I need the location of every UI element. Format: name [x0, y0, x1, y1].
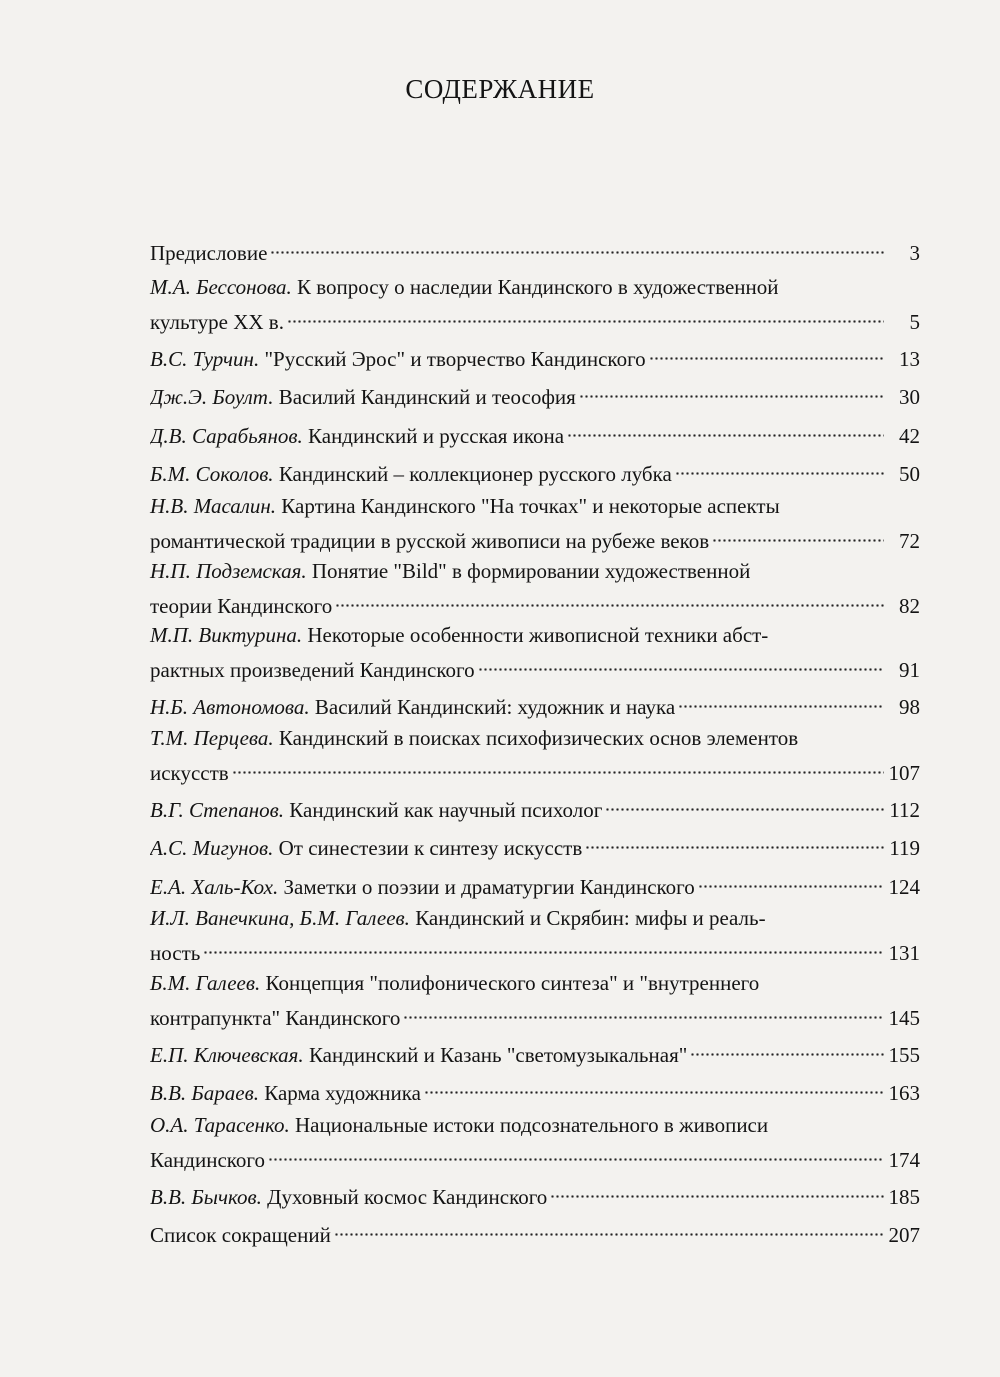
toc-author: О.А. Тарасенко.: [150, 1113, 290, 1137]
toc-entry[interactable]: [150, 724, 920, 785]
toc-entry-line: [150, 752, 920, 785]
toc-author: В.В. Бычков.: [150, 1185, 262, 1209]
toc-title: К вопросу о наследии Кандинского в художественной: [291, 275, 779, 299]
toc-page-number: 30: [899, 385, 920, 409]
toc-title: Кандинский – коллекционер русского лубка: [273, 462, 672, 486]
toc-title: Некоторые особенности живописной техники абст-: [302, 623, 769, 647]
toc-page-number: 174: [888, 1148, 920, 1172]
page-title: СОДЕРЖАНИЕ: [405, 74, 595, 104]
toc-entry[interactable]: [150, 1034, 920, 1067]
toc-page-number: 107: [888, 761, 920, 785]
toc-entry-line: [150, 686, 920, 719]
toc-entry-text: [150, 494, 780, 518]
toc-entry-line: [150, 338, 920, 371]
toc-page-number: 13: [899, 347, 920, 371]
toc-entry-line: [150, 301, 920, 334]
toc-page-number: 124: [888, 875, 920, 899]
toc-entry-line: [150, 520, 920, 553]
dot-leader: [691, 1034, 884, 1062]
toc-page-number: 112: [889, 798, 920, 822]
toc-page-number: 5: [909, 310, 920, 334]
dot-leader: [425, 1072, 884, 1100]
toc-author: А.С. Мигунов.: [150, 836, 274, 860]
toc-title: романтической традиции в русской живописи на рубеже веков: [150, 529, 710, 553]
toc-entry[interactable]: [150, 1072, 920, 1105]
dot-leader: [479, 649, 884, 677]
dot-leader: [404, 997, 884, 1025]
toc-title: Василий Кандинский: художник и наука: [309, 695, 676, 719]
toc-title: Картина Кандинского "На точках" и некоторые аспекты: [276, 494, 780, 518]
toc-page-number: 163: [888, 1081, 920, 1105]
toc-entry-text: [150, 1113, 768, 1137]
dot-leader: [336, 585, 884, 613]
dot-leader: [335, 1214, 884, 1242]
toc-title: Кандинский как научный психолог: [284, 798, 603, 822]
toc-page-number: 42: [899, 424, 920, 448]
toc-author: Н.В. Масалин.: [150, 494, 277, 518]
toc-entry-line: [150, 585, 920, 618]
toc-entry[interactable]: [150, 338, 920, 371]
toc-entry-text: [150, 1041, 687, 1069]
dot-leader: [269, 1139, 884, 1167]
toc-entry-text: [150, 873, 695, 901]
toc-author: Б.М. Соколов.: [150, 462, 274, 486]
toc-title: Понятие "Bild" в формировании художественной: [306, 559, 751, 583]
toc-entry-text: [150, 383, 576, 411]
toc-author: М.А. Бессонова.: [150, 275, 292, 299]
toc-entry[interactable]: [150, 453, 920, 486]
toc-entry-line: [150, 415, 920, 448]
toc-entry-text: [150, 906, 766, 930]
dot-leader: [606, 789, 884, 817]
toc-entry-line: [150, 789, 920, 822]
toc-title: теории Кандинского: [150, 594, 333, 618]
toc-page-number: 91: [899, 658, 920, 682]
toc-author: И.Л. Ванечкина, Б.М. Галеев.: [150, 906, 410, 930]
toc-entry[interactable]: [150, 557, 920, 618]
toc-page-number: 98: [899, 695, 920, 719]
toc-entry-text: [150, 834, 582, 862]
toc-entry-line: [150, 1111, 920, 1139]
toc-author: Н.Б. Автономова.: [150, 695, 310, 719]
toc-entry-text: [150, 592, 332, 620]
toc-entry-text: [150, 796, 602, 824]
dot-leader: [233, 752, 884, 780]
toc-entry-text: [150, 527, 709, 555]
toc-entry-text: [150, 939, 200, 967]
toc-title: "Русский Эрос" и творчество Кандинского: [259, 347, 646, 371]
toc-entry[interactable]: [150, 621, 920, 682]
toc-title: Национальные истоки подсознательного в живописи: [289, 1113, 769, 1137]
toc-entry-line: [150, 649, 920, 682]
toc-page-number: 185: [888, 1185, 920, 1209]
toc-title: Духовный космос Кандинского: [261, 1185, 548, 1209]
toc-title: культуре XX в.: [150, 310, 284, 334]
toc-entry-text: [150, 759, 229, 787]
toc-page-number: 145: [888, 1006, 920, 1030]
toc-entry[interactable]: [150, 904, 920, 965]
toc-entry[interactable]: [150, 789, 920, 822]
toc-entry-line: [150, 492, 920, 520]
toc-entry-text: [150, 275, 779, 299]
toc-entry-line: [150, 621, 920, 649]
toc-entry[interactable]: [150, 273, 920, 334]
toc-entry[interactable]: [150, 1214, 920, 1247]
toc-entry-line: [150, 724, 920, 752]
toc-author: Дж.Э. Боулт.: [150, 385, 274, 409]
toc-author: Д.В. Сарабьянов.: [150, 424, 303, 448]
toc-entry-text: [150, 1079, 421, 1107]
toc-entry-line: [150, 1072, 920, 1105]
toc-title: контрапункта" Кандинского: [150, 1006, 401, 1030]
toc-title: Кандинский и Скрябин: мифы и реаль-: [409, 906, 766, 930]
dot-leader: [580, 376, 884, 404]
toc-entry-line: [150, 997, 920, 1030]
toc-author: Т.М. Перцева.: [150, 726, 274, 750]
toc-author: М.П. Виктурина.: [150, 623, 303, 647]
toc-title: Концепция "полифонического синтеза" и "внутреннего: [260, 971, 760, 995]
toc-entry[interactable]: [150, 827, 920, 860]
toc-entry-text: [150, 308, 284, 336]
toc-page-number: 155: [888, 1043, 920, 1067]
toc-title: От синестезии к синтезу искусств: [273, 836, 583, 860]
dot-leader: [679, 686, 884, 714]
toc-author: Е.П. Ключевская.: [150, 1043, 304, 1067]
toc-entry-line: [150, 273, 920, 301]
toc-entry-text: [150, 1183, 547, 1211]
toc-entry-text: [150, 239, 267, 267]
toc-author: В.С. Турчин.: [150, 347, 260, 371]
toc-entry[interactable]: [150, 686, 920, 719]
toc-entry-text: [150, 460, 672, 488]
toc-entry-line: [150, 932, 920, 965]
toc-entry-line: [150, 557, 920, 585]
toc-entry[interactable]: [150, 232, 920, 265]
dot-leader: [204, 932, 884, 960]
dot-leader: [699, 866, 884, 894]
dot-leader: [676, 453, 884, 481]
dot-leader: [271, 232, 884, 260]
toc-author: Б.М. Галеев.: [150, 971, 261, 995]
toc-title: Предисловие: [150, 241, 268, 265]
toc-entry-text: [150, 1004, 400, 1032]
toc-title: Кандинского: [150, 1148, 265, 1172]
toc-author: Н.П. Подземская.: [150, 559, 307, 583]
toc-entry[interactable]: [150, 1111, 920, 1172]
toc-title: Кандинский и Казань "светомузыкальная": [303, 1043, 688, 1067]
toc-entry-line: [150, 827, 920, 860]
toc-title: Кандинский и русская икона: [302, 424, 565, 448]
toc-entry[interactable]: [150, 866, 920, 899]
toc-page-number: 50: [899, 462, 920, 486]
toc-title: Кандинский в поисках психофизических основ элементов: [273, 726, 799, 750]
toc-page-number: 207: [888, 1223, 920, 1247]
toc-entry-line: [150, 1139, 920, 1172]
toc-entry[interactable]: [150, 492, 920, 553]
toc-title: Заметки о поэзии и драматургии Кандинского: [278, 875, 695, 899]
toc-title: Список сокращений: [150, 1223, 331, 1247]
toc-entry[interactable]: [150, 969, 920, 1030]
dot-leader: [650, 338, 884, 366]
toc-title: искусств: [150, 761, 229, 785]
toc-entry[interactable]: [150, 415, 920, 448]
toc-entry-text: [150, 422, 564, 450]
toc-title: ность: [150, 941, 201, 965]
toc-page-number: 72: [899, 529, 920, 553]
toc-entry[interactable]: [150, 376, 920, 409]
toc-author: Е.А. Халь-Кох.: [150, 875, 279, 899]
toc-author: В.Г. Степанов.: [150, 798, 285, 822]
dot-leader: [551, 1176, 884, 1204]
toc-entry-text: [150, 693, 675, 721]
toc-entry-line: [150, 1176, 920, 1209]
toc-entry-line: [150, 969, 920, 997]
toc-page-number: 3: [909, 241, 920, 265]
toc-title: рактных произведений Кандинского: [150, 658, 475, 682]
toc-page-number: 82: [899, 594, 920, 618]
toc-entry-text: [150, 1146, 265, 1174]
toc-entry-line: [150, 376, 920, 409]
toc-entry-line: [150, 866, 920, 899]
toc-entry-text: [150, 971, 759, 995]
toc-entry-line: [150, 453, 920, 486]
toc-title: Карма художника: [258, 1081, 421, 1105]
toc-title: Василий Кандинский и теософия: [273, 385, 576, 409]
toc-entry-line: [150, 232, 920, 265]
toc-entry-text: [150, 1221, 331, 1249]
toc-entry-line: [150, 1034, 920, 1067]
toc-entry-text: [150, 726, 798, 750]
dot-leader: [568, 415, 884, 443]
toc-author: В.В. Бараев.: [150, 1081, 259, 1105]
toc-page-number: 131: [888, 941, 920, 965]
toc-entry-text: [150, 345, 646, 373]
toc-entry-text: [150, 559, 750, 583]
dot-leader: [713, 520, 884, 548]
dot-leader: [586, 827, 884, 855]
toc-entry-text: [150, 623, 768, 647]
toc-entry-line: [150, 904, 920, 932]
toc-page-number: 119: [889, 836, 920, 860]
toc-entry[interactable]: [150, 1176, 920, 1209]
toc-entry-line: [150, 1214, 920, 1247]
toc-entry-text: [150, 656, 475, 684]
dot-leader: [288, 301, 884, 329]
